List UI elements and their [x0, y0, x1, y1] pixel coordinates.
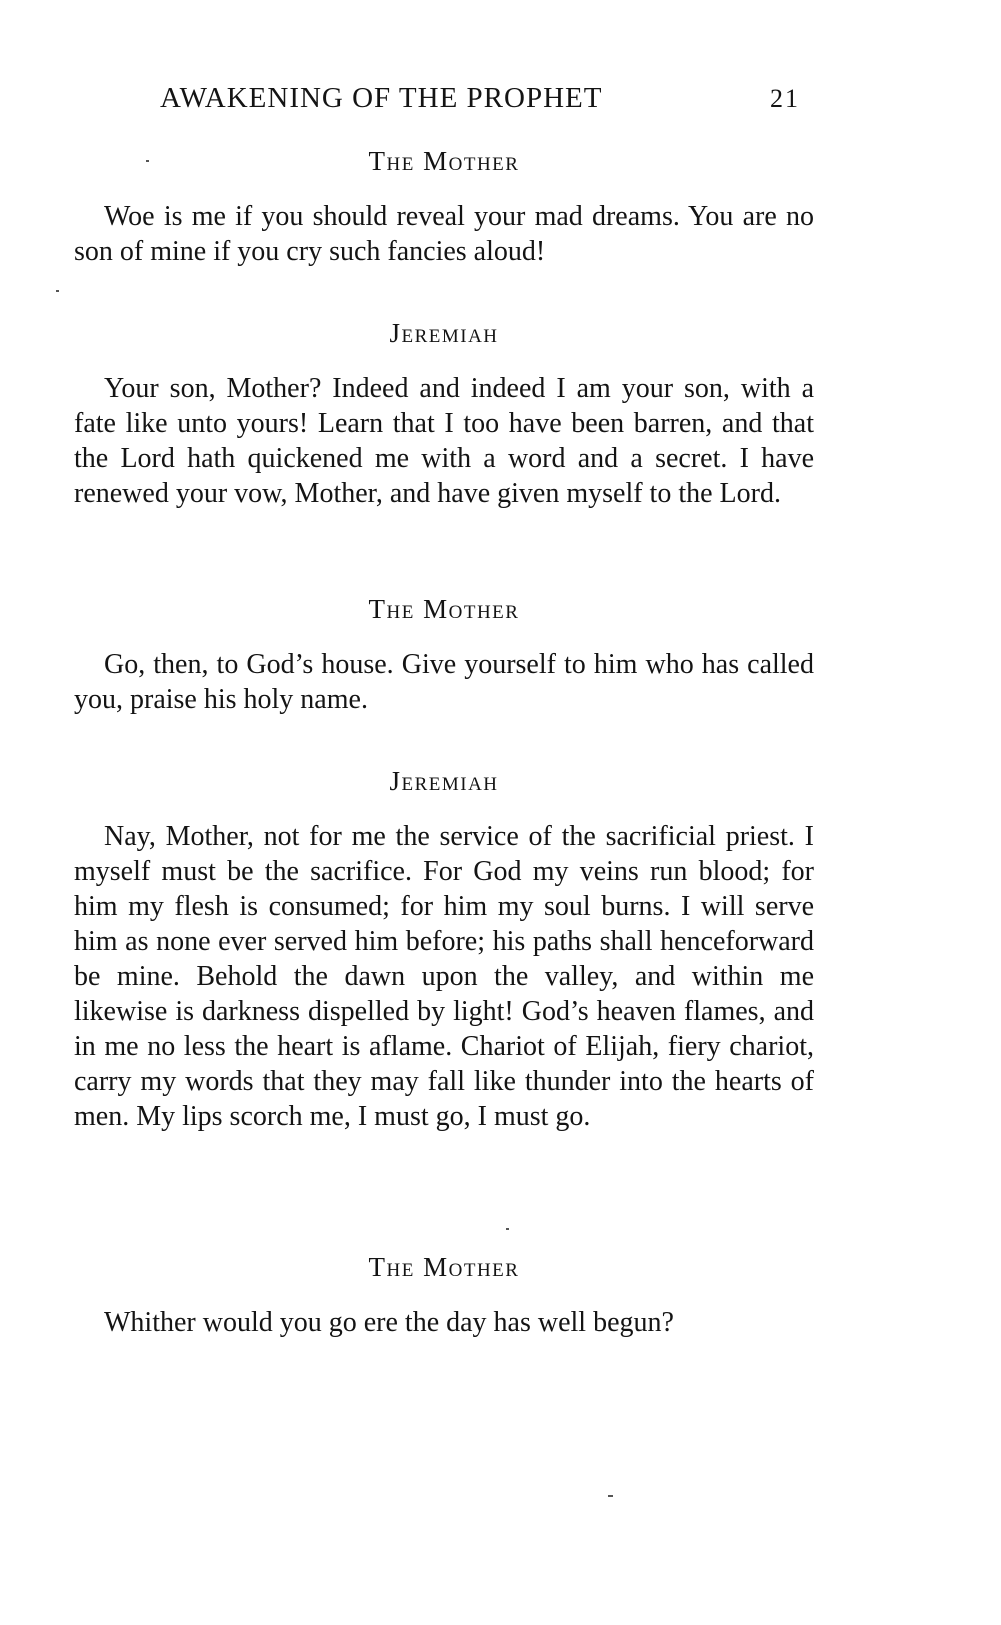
- speaker-name: Jeremiah: [389, 766, 499, 796]
- speech-text: Go, then, to God’s house. Give yourself to him who has called you, praise his holy name.: [74, 649, 814, 715]
- running-title: AWAKENING OF THE PROPHET: [160, 82, 603, 114]
- dialogue-block: [74, 594, 814, 717]
- speech-text: Whither would you go ere the day has well begun?: [104, 1307, 674, 1338]
- scan-speck: [146, 160, 149, 162]
- speaker-name: The Mother: [368, 594, 520, 624]
- speaker-name: Jeremiah: [389, 318, 499, 348]
- page-number: 21: [770, 84, 800, 113]
- dialogue-block: [74, 146, 814, 269]
- dialogue-block: [74, 766, 814, 1134]
- speaker-name: The Mother: [368, 1252, 520, 1282]
- speech-text: Nay, Mother, not for me the service of the sacrificial priest. I myself must be the sacrifice. For God my veins run blood; for him my flesh is consumed; for him my soul burns. I will serve him as none ever served him before; his paths shall henceforward be mine. Behold the dawn upon the valley, and within me likewise is darkness dispelled by light! God’s heaven flames, and in me no less the heart is aflame. Chariot of Elijah, fiery chariot, carry my words that they may fall like thunder into the hearts of men. My lips scorch me, I must go, I must go.: [74, 821, 814, 1132]
- speech-text: Your son, Mother? Indeed and indeed I am your son, with a fate like unto yours! Learn that I too have been barren, and that the Lord hath quickened me with a word and a secret. I have renewed your vow, Mother, and have given myself to the Lord.: [74, 373, 814, 509]
- speech-text: Woe is me if you should reveal your mad dreams. You are no son of mine if you cry such fancies aloud!: [74, 201, 814, 267]
- scan-speck: [56, 290, 59, 292]
- running-head: [160, 82, 800, 122]
- scan-speck: [608, 1495, 613, 1497]
- scan-speck: [506, 1228, 509, 1230]
- dialogue-block: [74, 1252, 814, 1340]
- speaker-name: The Mother: [368, 146, 520, 176]
- dialogue-block: [74, 318, 814, 511]
